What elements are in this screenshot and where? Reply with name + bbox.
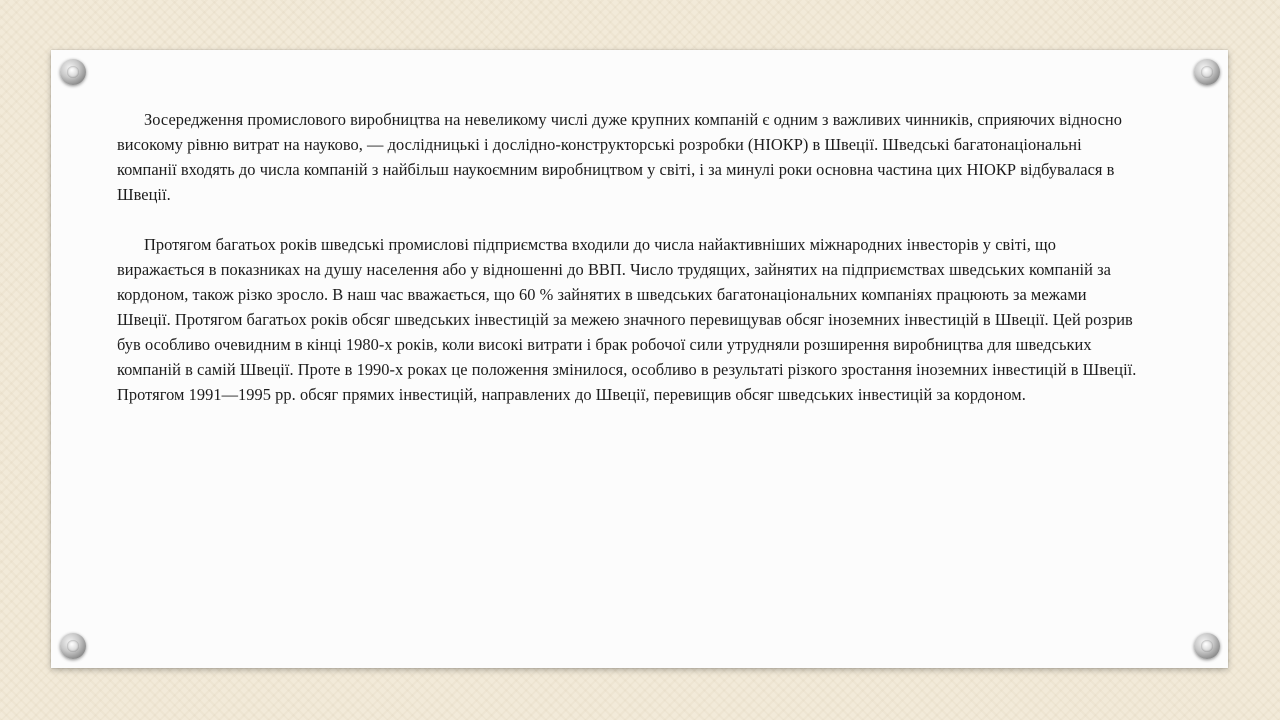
screw-icon [1194,633,1220,659]
slide-body [117,107,1137,407]
paragraph-research-concentration: Зосередження промислового виробництва на невеликому числі дуже крупних компаній є одним з важливих чинників, сприяючих відносно високому рівню витрат на науково, — дослідницькі і дослідно-конструкторські розробки (НІОКР) в Швеції. Шведські багатонаціональні компанії входять до числа компаній з найбільш наукоємним виробництвом у світі, і за минулі роки основна частина цих НІОКР відбувалася в Швеції. [117,110,1122,204]
screw-icon [1194,59,1220,85]
screw-icon [60,59,86,85]
screw-icon [60,633,86,659]
paragraph-foreign-investment: Протягом багатьох років шведські промислові підприємства входили до числа найактивніших міжнародних інвесторів у світі, що виражається в показниках на душу населення або у відношенні до ВВП. Число трудящих, зайнятих на підприємствах шведських компаній за кордоном, також різко зросло. В наш час вважається, що 60 % зайнятих в шведських багатонаціональних компаніях працюють за межами Швеції. Протягом багатьох років обсяг шведських інвестицій за межею значного перевищував обсяг іноземних інвестицій в Швеції. Цей розрив був особливо очевидним в кінці 1980-х років, коли високі витрати і брак робочої сили утрудняли розширення виробництва для шведських компаній в самій Швеції. Проте в 1990-х роках це положення змінилося, особливо в результаті різкого зростання іноземних інвестицій в Швеції. Протягом 1991—1995 рр. обсяг прямих інвестицій, направлених до Швеції, перевищив обсяг шведських інвестицій за кордоном. [117,235,1137,404]
